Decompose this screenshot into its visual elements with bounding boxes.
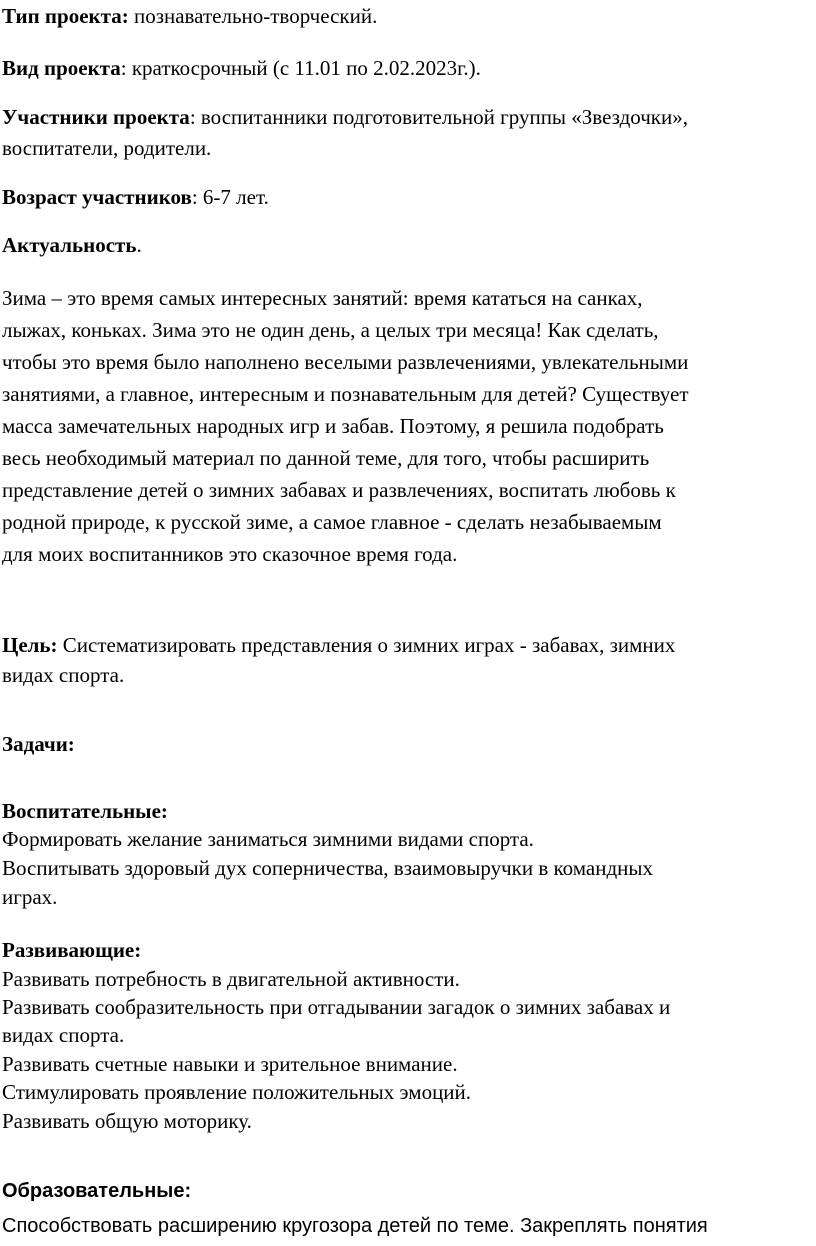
project-kind-label: Вид проекта xyxy=(2,56,121,80)
developing-item: Развивать потребность в двигательной активности. xyxy=(2,967,460,991)
relevance-heading xyxy=(2,232,142,258)
developing-heading xyxy=(2,937,141,963)
developing-item: Развивать счетные навыки и зрительное внимание. xyxy=(2,1052,458,1076)
tasks-heading-text: Задачи: xyxy=(2,732,75,756)
project-type-line xyxy=(2,3,377,29)
developing-item: Стимулировать проявление положительных эмоций. xyxy=(2,1080,472,1104)
participants-value-2: воспитатели, родители. xyxy=(2,136,212,160)
educational-heading-text: Воспитательные: xyxy=(2,799,168,823)
developing-item: Развивать сообразительность при отгадывании загадок о зимних забавах и xyxy=(2,995,671,1019)
participants-line-1 xyxy=(2,104,688,130)
educational-item: Воспитывать здоровый дух соперничества, взаимовыручки в командных xyxy=(2,856,653,880)
developing-heading-text: Развивающие: xyxy=(2,938,142,962)
goal-line-1 xyxy=(2,632,675,658)
tasks-heading xyxy=(2,731,75,757)
relevance-text-line: весь необходимый материал по данной теме, для того, чтобы расширить xyxy=(2,446,650,470)
relevance-text-line: чтобы это время было наполнено веселыми развлечениями, увлекательными xyxy=(2,350,689,374)
relevance-text-line: для моих воспитанников это сказочное время года. xyxy=(2,542,458,566)
goal-line-2: видах спорта. xyxy=(2,663,125,687)
age-value: : 6-7 лет. xyxy=(191,185,269,209)
teaching-heading-text: Образовательные: xyxy=(2,1180,192,1202)
teaching-heading xyxy=(2,1178,191,1204)
project-kind-line xyxy=(2,55,481,81)
goal-value-1: Систематизировать представления о зимних играх - забавах, зимних xyxy=(57,633,676,657)
relevance-suffix: . xyxy=(136,233,142,257)
participants-value-1: : воспитанники подготовительной группы «Звездочки», xyxy=(189,105,688,129)
relevance-label: Актуальность xyxy=(2,233,137,257)
relevance-text-line: лыжах, коньках. Зима это не один день, а целых три месяца! Как сделать, xyxy=(2,318,659,342)
project-type-label: Тип проекта: xyxy=(2,4,129,28)
developing-item: видах спорта. xyxy=(2,1023,125,1047)
educational-item: Формировать желание заниматься зимними видами спорта. xyxy=(2,827,534,851)
participants-label: Участники проекта xyxy=(2,105,190,129)
relevance-text-line: представление детей о зимних забавах и развлечениях, воспитать любовь к xyxy=(2,478,676,502)
goal-label: Цель: xyxy=(2,633,58,657)
educational-heading xyxy=(2,798,168,824)
relevance-text-line: масса замечательных народных игр и забав. Поэтому, я решила подобрать xyxy=(2,414,664,438)
participants-line-2 xyxy=(2,135,211,161)
project-type-value: познавательно-творческий. xyxy=(128,4,378,28)
developing-item: Развивать общую моторику. xyxy=(2,1109,252,1133)
age-label: Возраст участников xyxy=(2,185,192,209)
project-kind-value: : краткосрочный (с 11.01 по 2.02.2023г.). xyxy=(120,56,481,80)
relevance-text-line: Зима – это время самых интересных занятий: время кататься на санках, xyxy=(2,286,643,310)
teaching-item: Способствовать расширению кругозора детей по теме. Закреплять понятия xyxy=(2,1215,708,1237)
relevance-text-line: занятиями, а главное, интересным и познавательным для детей? Существует xyxy=(2,382,689,406)
educational-item: играх. xyxy=(2,885,58,909)
relevance-text-line: родной природе, к русской зиме, а самое главное - сделать незабываемым xyxy=(2,510,662,534)
age-line xyxy=(2,184,269,210)
